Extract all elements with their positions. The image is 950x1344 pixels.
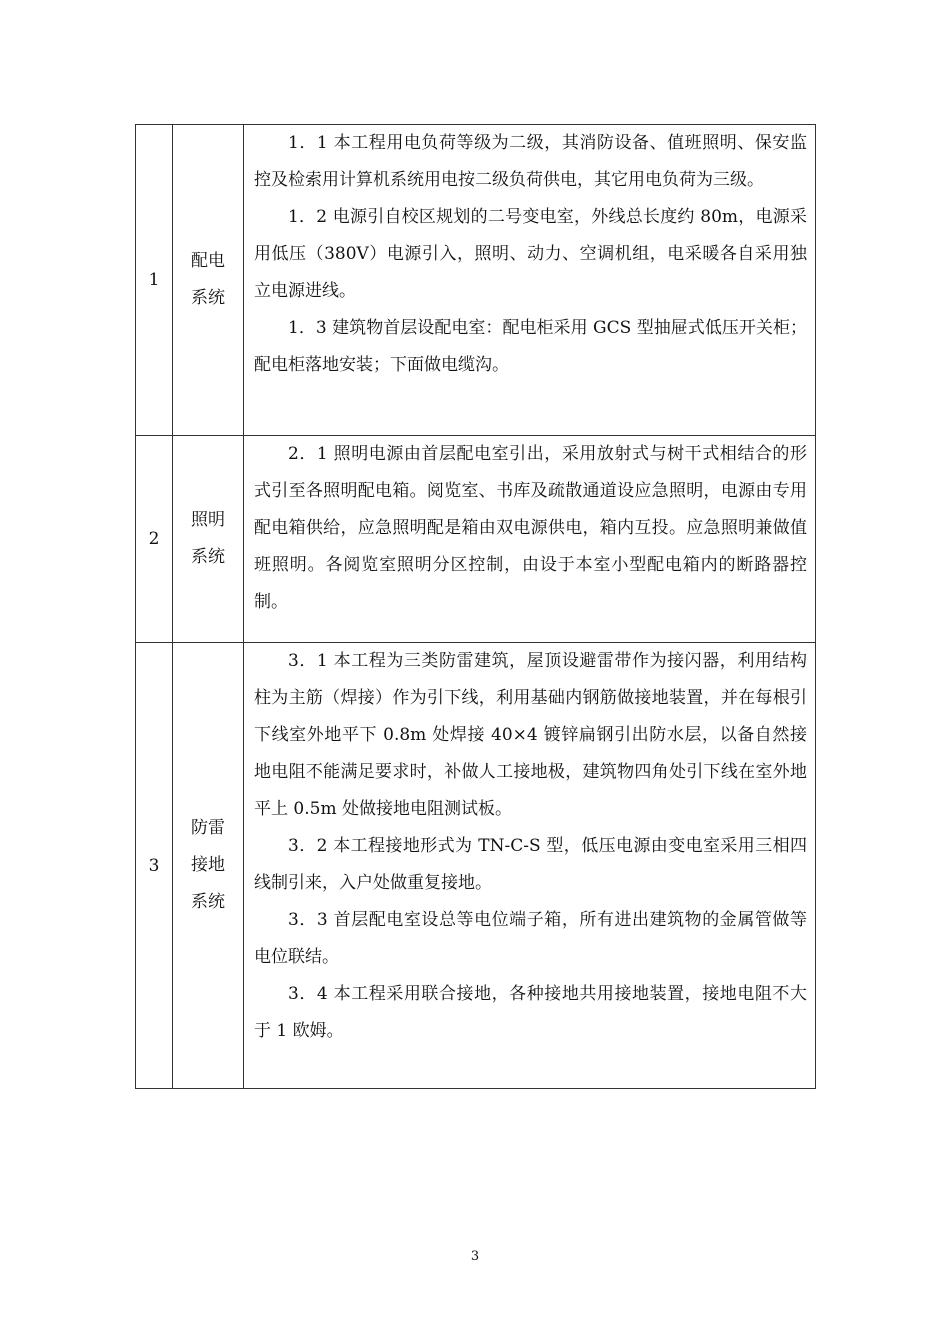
row-number: 3 xyxy=(136,643,173,1089)
system-name xyxy=(173,125,244,436)
system-name xyxy=(173,436,244,643)
system-name-line: 防雷 xyxy=(191,818,225,838)
row-number: 2 xyxy=(136,436,173,643)
system-name-line: 接地 xyxy=(191,855,225,875)
description-paragraph: 3．1 本工程为三类防雷建筑，屋顶设避雷带作为接闪器，利用结构柱为主筋（焊接）作为引下线，利用基础内钢筋做接地装置，并在每根引下线室外地平下 0.8m 处焊接 40×4 镀锌扁钢引出防水层，以备自然接地电阻不能满足要求时，补做人工接地极，建筑物四角处引下线在室外地平上 0.5m 处做接地电阻测试板。 xyxy=(254,651,807,819)
description-paragraph: 1．1 本工程用电负荷等级为二级，其消防设备、值班照明、保安监控及检索用计算机系统用电按二级负荷供电，其它用电负荷为三级。 xyxy=(254,133,807,190)
description-cell xyxy=(244,125,816,436)
system-name-line: 系统 xyxy=(191,288,225,308)
description-paragraph: 3．2 本工程接地形式为 TN-C-S 型，低压电源由变电室采用三相四线制引来，入户处做重复接地。 xyxy=(254,836,807,893)
page-number: 3 xyxy=(470,1249,480,1264)
system-name xyxy=(173,643,244,1089)
description-paragraph: 2．1 照明电源由首层配电室引出，采用放射式与树干式相结合的形式引至各照明配电箱。阅览室、书库及疏散通道设应急照明，电源由专用配电箱供给，应急照明配是箱由双电源供电，箱内互投。应急照明兼做值班照明。各阅览室照明分区控制，由设于本室小型配电箱内的断路器控制。 xyxy=(254,444,807,612)
system-name-line: 配电 xyxy=(191,251,225,271)
description-paragraph: 3．3 首层配电室设总等电位端子箱，所有进出建筑物的金属管做等电位联结。 xyxy=(254,910,807,967)
system-name-line: 系统 xyxy=(191,547,225,567)
row-number: 1 xyxy=(136,125,173,436)
system-name-line: 照明 xyxy=(191,510,225,530)
description-cell xyxy=(244,643,816,1089)
description-cell xyxy=(244,436,816,643)
system-name-line: 系统 xyxy=(191,892,225,912)
table-row xyxy=(136,125,816,436)
table-row xyxy=(136,436,816,643)
description-paragraph: 3．4 本工程采用联合接地，各种接地共用接地装置，接地电阻不大于 1 欧姆。 xyxy=(254,984,807,1041)
description-paragraph: 1．2 电源引自校区规划的二号变电室，外线总长度约 80m，电源采用低压（380V）电源引入，照明、动力、空调机组，电采暖各自采用独立电源进线。 xyxy=(254,207,807,301)
spec-table xyxy=(135,124,816,1089)
description-paragraph: 1．3 建筑物首层设配电室：配电柜采用 GCS 型抽屉式低压开关柜；配电柜落地安装；下面做电缆沟。 xyxy=(254,318,807,375)
table-row xyxy=(136,643,816,1089)
